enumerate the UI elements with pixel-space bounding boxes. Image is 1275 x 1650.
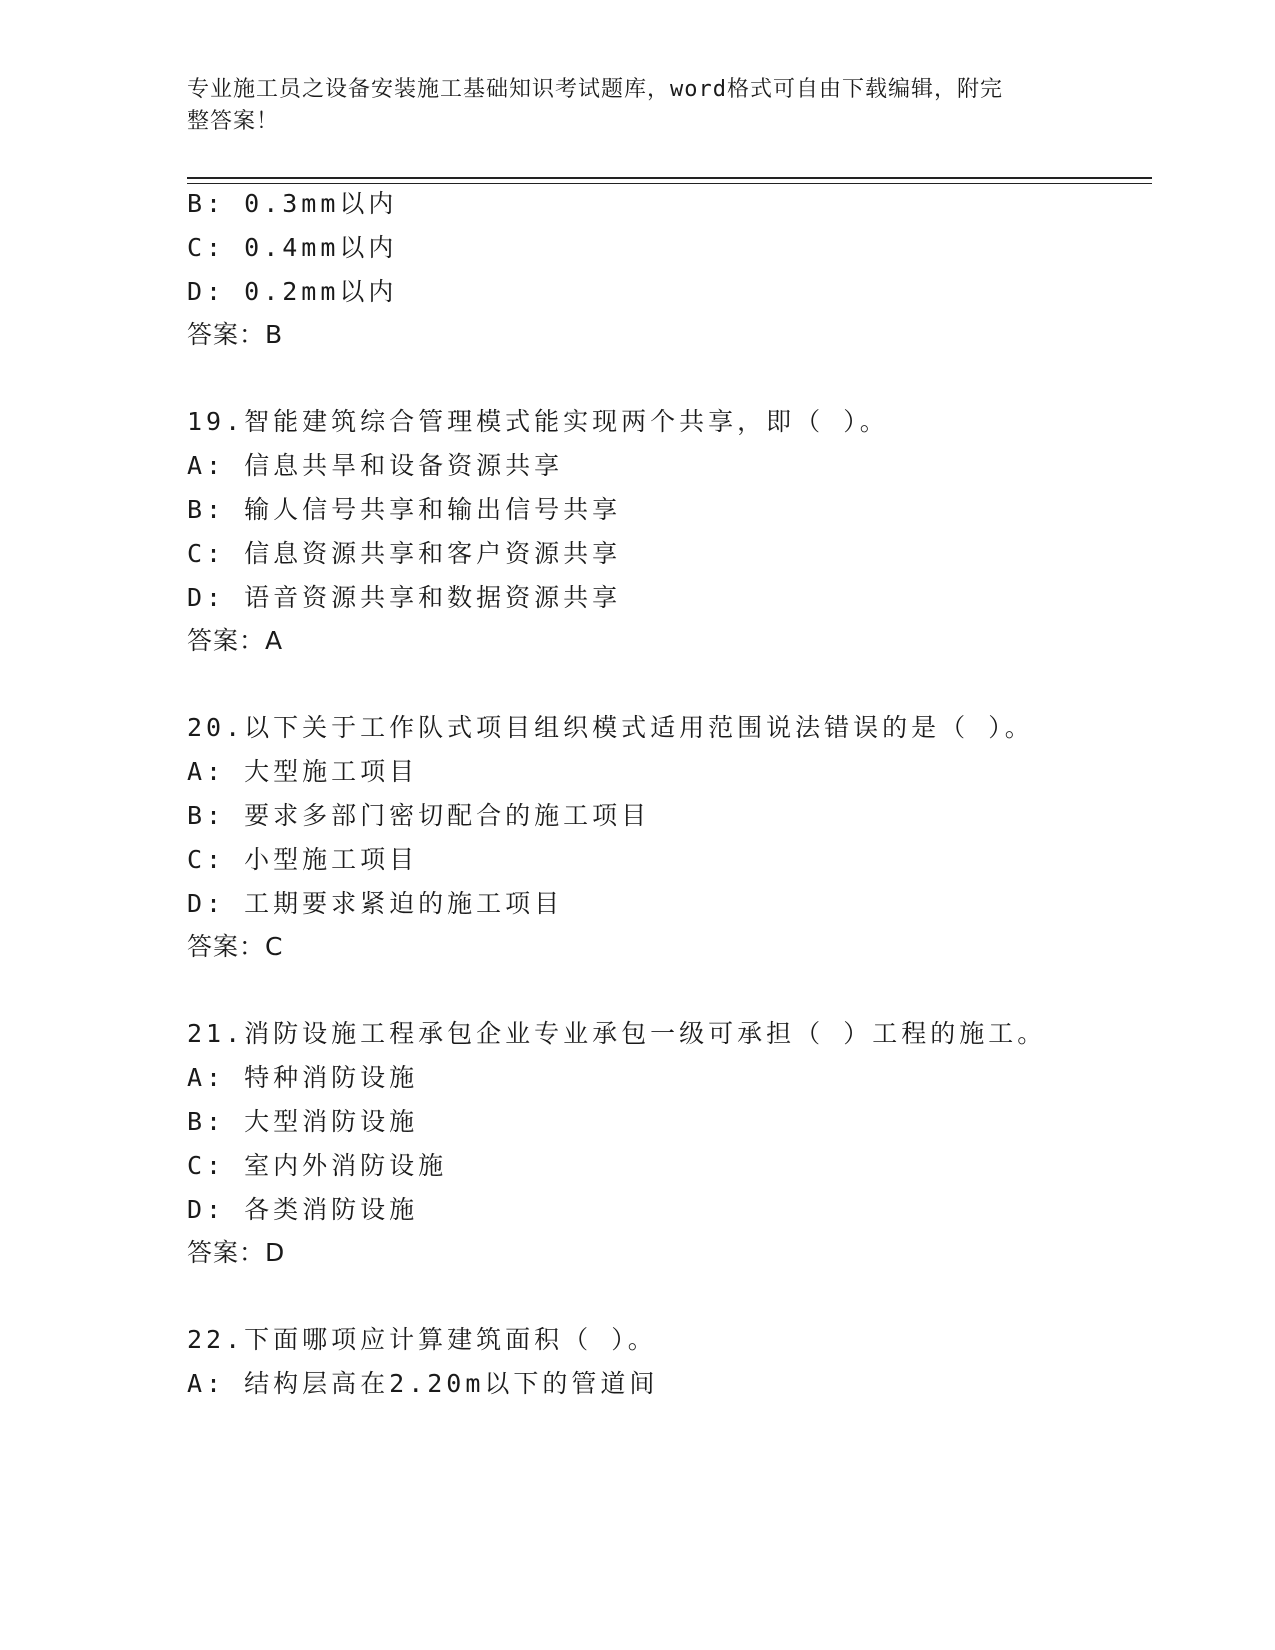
- q18-answer: 答案：B: [187, 320, 284, 349]
- q21-option-b: B: 大型消防设施: [187, 1107, 419, 1136]
- q20-option-d: D: 工期要求紧迫的施工项目: [187, 889, 564, 918]
- q21-option-c: C: 室内外消防设施: [187, 1151, 448, 1180]
- q19-question: 19.智能建筑综合管理模式能实现两个共享，即（ ）。: [187, 407, 889, 436]
- q20-option-b: B: 要求多部门密切配合的施工项目: [187, 801, 651, 830]
- q19-option-c: C: 信息资源共享和客户资源共享: [187, 539, 622, 568]
- document-header: [187, 74, 1067, 138]
- q20-answer: 答案：C: [187, 932, 284, 961]
- q20-question: 20.以下关于工作队式项目组织模式适用范围说法错误的是（ ）。: [187, 713, 1034, 742]
- q20-option-a: A: 大型施工项目: [187, 757, 419, 786]
- q22-question: 22.下面哪项应计算建筑面积（ ）。: [187, 1325, 657, 1354]
- q19-option-d: D: 语音资源共享和数据资源共享: [187, 583, 622, 612]
- q19-answer: 答案：A: [187, 626, 284, 655]
- header-line-1: 专业施工员之设备安装施工基础知识考试题库，word格式可自由下载编辑，附完: [187, 77, 1003, 102]
- q21-option-d: D: 各类消防设施: [187, 1195, 419, 1224]
- q19-option-b: B: 输人信号共享和输出信号共享: [187, 495, 622, 524]
- q21-option-a: A: 特种消防设施: [187, 1063, 419, 1092]
- q22-option-a: A: 结构层高在2.20m以下的管道间: [187, 1369, 659, 1398]
- q19-option-a: A: 信息共旱和设备资源共享: [187, 451, 564, 480]
- q21-answer: 答案：D: [187, 1238, 286, 1267]
- q18-option-b: B: 0.3mm以内: [187, 189, 398, 218]
- q20-option-c: C: 小型施工项目: [187, 845, 419, 874]
- q18-option-d: D: 0.2mm以内: [187, 277, 398, 306]
- q18-option-c: C: 0.4mm以内: [187, 233, 398, 262]
- header-rule-thick: [187, 177, 1152, 179]
- header-line-2: 整答案！: [187, 109, 280, 134]
- header-rule-thin: [187, 183, 1152, 184]
- q21-question: 21.消防设施工程承包企业专业承包一级可承担（ ）工程的施工。: [187, 1019, 1047, 1048]
